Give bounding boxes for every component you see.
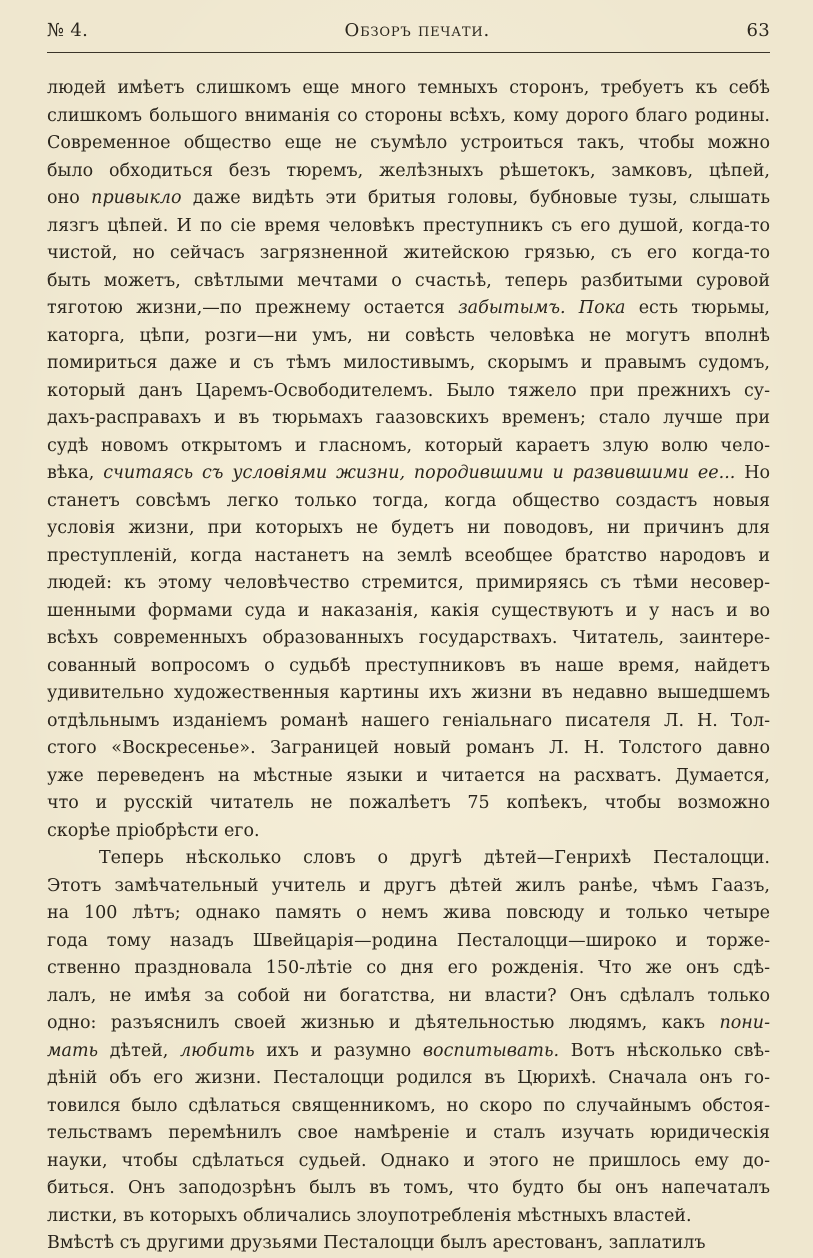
- text-line: [47, 1093, 770, 1121]
- running-header: [47, 20, 770, 48]
- text-segment: биться. Онъ заподозрѣнъ былъ въ томъ, что будто бы онъ напечаталъ: [47, 1178, 770, 1198]
- text-line: [47, 735, 770, 763]
- text-line: [47, 790, 770, 818]
- text-segment: судѣ новомъ открытомъ и гласномъ, который караетъ злую волю чело-: [47, 435, 770, 456]
- italic-text: привыкло: [91, 188, 182, 208]
- text-line: [47, 955, 770, 983]
- text-line: [47, 405, 770, 433]
- text-line: [47, 158, 770, 186]
- text-segment: людей: къ этому человѣчество стремится, примиряясь съ тѣми несовер-: [47, 573, 770, 593]
- text-segment: лалъ, не имѣя за собой ни богатства, ни власти? Онъ сдѣлалъ только: [47, 985, 770, 1006]
- text-segment: вѣка,: [47, 463, 104, 483]
- text-segment: даже видѣть эти бритыя головы, бубновые тузы, слышать: [181, 188, 770, 208]
- text-line: [47, 1120, 770, 1148]
- text-line: [47, 653, 770, 681]
- text-segment: каторга, цѣпи, розги—ни умъ, ни совѣсть человѣка не могутъ вполнѣ: [47, 325, 770, 346]
- text-segment: ихъ и разумно: [254, 1040, 423, 1061]
- text-segment: сованный вопросомъ о судьбѣ преступниковъ въ наше время, найдетъ: [47, 655, 770, 676]
- text-line: [47, 268, 770, 296]
- text-segment: станетъ совсѣмъ легко только тогда, когда общество создастъ новыя: [47, 490, 770, 511]
- text-line: [47, 983, 770, 1011]
- text-line: [47, 515, 770, 543]
- text-segment: на 100 лѣтъ; однако память о немъ жива повсюду и только четыре: [47, 903, 770, 923]
- text-segment: дѣтей,: [98, 1040, 180, 1061]
- text-line: [47, 543, 770, 571]
- text-segment: года тому назадъ Швейцарія—родина Песталоцци—широко и торже-: [47, 930, 770, 951]
- text-segment: людей имѣетъ слишкомъ еще много темныхъ сторонъ, требуетъ къ себѣ: [47, 78, 770, 98]
- text-line: [47, 818, 770, 846]
- text-segment: оно: [47, 188, 92, 208]
- text-segment: уже переведенъ на мѣстные языки и читается на расхватъ. Думается,: [47, 765, 770, 786]
- text-segment: Этотъ замѣчательный учитель и другъ дѣтей жилъ ранѣе, чѣмъ Гаазъ,: [47, 875, 770, 896]
- text-line: [47, 680, 770, 708]
- text-line: [47, 378, 770, 406]
- text-line: [47, 103, 770, 131]
- text-segment: Вмѣстѣ съ другими друзьями Песталоцци былъ арестованъ, заплатилъ: [47, 1233, 706, 1253]
- text-segment: было обходиться безъ тюремъ, желѣзныхъ рѣшетокъ, замковъ, цѣпей,: [47, 160, 770, 181]
- text-line: [47, 213, 770, 241]
- text-line: [47, 1065, 770, 1093]
- italic-text: забытымъ. Пока: [458, 298, 626, 318]
- text-line: [47, 900, 770, 928]
- text-segment: ственно праздновала 150-лѣтіе со дня его рожденія. Что же онъ сдѣ-: [47, 958, 770, 978]
- text-segment: науки, чтобы сдѣлаться судьей. Однако и этого не пришлось ему до-: [47, 1150, 770, 1171]
- text-line: [47, 1230, 770, 1258]
- text-line: [47, 130, 770, 158]
- text-line: [47, 295, 770, 323]
- section-title: Обзоръ печати.: [344, 20, 491, 41]
- text-segment: удивительно художественныя картины ихъ жизни въ недавно вышедшемъ: [47, 683, 770, 703]
- text-segment: который данъ Царемъ-Освободителемъ. Было тяжело при прежнихъ су-: [47, 380, 770, 401]
- text-segment: что и русскій читатель не пожалѣетъ 75 копѣекъ, чтобы возможно: [47, 793, 770, 813]
- text-segment: шенными формами суда и наказанія, какія существуютъ и у насъ и во: [47, 600, 770, 621]
- text-segment: листки, въ которыхъ обличались злоупотребленія мѣстныхъ властей.: [47, 1205, 692, 1226]
- text-line: [47, 625, 770, 653]
- text-segment: стого «Воскресенье». Заграницей новый романъ Л. Н. Толстого давно: [47, 738, 770, 758]
- text-segment: слишкомъ большого вниманія со стороны всѣхъ, кому дорого благо родины.: [47, 105, 770, 126]
- text-line: [47, 240, 770, 268]
- page-number: 63: [746, 20, 770, 41]
- body-text: [47, 75, 770, 1258]
- text-line: [47, 763, 770, 791]
- text-line: [47, 1175, 770, 1203]
- text-line: [47, 1148, 770, 1176]
- text-segment: быть можетъ, свѣтлыми мечтами о счастьѣ, теперь разбитыми суровой: [47, 270, 770, 291]
- text-line: [47, 845, 770, 873]
- text-segment: есть тюрьмы,: [625, 298, 770, 318]
- text-line: [47, 708, 770, 736]
- text-segment: тельствамъ перемѣнилъ свое намѣреніе и сталъ изучать юридическія: [47, 1123, 770, 1143]
- text-segment: преступленій, когда настанетъ на землѣ всеобщее братство народовъ и: [47, 545, 770, 566]
- text-line: [47, 598, 770, 626]
- text-segment: Вотъ нѣсколько свѣ-: [559, 1040, 770, 1061]
- text-line: [47, 75, 770, 103]
- issue-number: № 4.: [47, 20, 89, 41]
- italic-text: пони-: [719, 1013, 770, 1033]
- italic-text: любить: [179, 1040, 255, 1061]
- text-line: [47, 433, 770, 461]
- text-line: [47, 1010, 770, 1038]
- text-line: [47, 488, 770, 516]
- italic-text: воспитывать.: [422, 1040, 560, 1061]
- text-segment: Современное общество еще не съумѣло устроиться такъ, чтобы можно: [47, 133, 770, 153]
- italic-text: считаясь съ условіями жизни, породившими и развившими ее...: [103, 463, 736, 483]
- text-segment: Теперь нѣсколько словъ о другѣ дѣтей—Генрихѣ Песталоцци.: [99, 848, 770, 868]
- italic-text: мать: [47, 1040, 99, 1061]
- text-segment: чистой, но сейчасъ загрязненной житейскою грязью, съ его когда-то: [47, 243, 770, 263]
- text-segment: одно: разъяснилъ своей жизнью и дѣятельностью людямъ, какъ: [47, 1013, 720, 1033]
- text-segment: скорѣе пріобрѣсти его.: [47, 820, 260, 841]
- text-segment: дѣній объ его жизни. Песталоцци родился въ Цюрихѣ. Сначала онъ го-: [47, 1068, 770, 1088]
- text-segment: всѣхъ современныхъ образованныхъ государствахъ. Читатель, заинтере-: [47, 628, 770, 648]
- text-segment: отдѣльнымъ изданіемъ романѣ нашего геніальнаго писателя Л. Н. Тол-: [47, 710, 770, 731]
- text-segment: лязгъ цѣпей. И по сіе время человѣкъ преступникъ съ его душой, когда-то: [47, 215, 770, 236]
- text-line: [47, 460, 770, 488]
- text-line: [47, 185, 770, 213]
- text-segment: дахъ-расправахъ и въ тюрьмахъ гаазовскихъ временъ; стало лучше при: [47, 408, 770, 428]
- text-line: [47, 1203, 770, 1231]
- text-line: [47, 928, 770, 956]
- text-segment: товился было сдѣлаться священникомъ, но скоро по случайнымъ обстоя-: [47, 1095, 770, 1116]
- text-segment: Но: [735, 463, 770, 483]
- text-line: [47, 1038, 770, 1066]
- text-line: [47, 323, 770, 351]
- text-line: [47, 570, 770, 598]
- text-segment: условія жизни, при которыхъ не будетъ ни поводовъ, ни причинъ для: [47, 518, 770, 538]
- text-line: [47, 873, 770, 901]
- text-line: [47, 350, 770, 378]
- text-segment: тяготою жизни,—по прежнему остается: [47, 298, 459, 318]
- text-segment: помириться даже и съ тѣмъ милостивымъ, скорымъ и правымъ судомъ,: [47, 353, 770, 373]
- header-rule: [47, 52, 770, 53]
